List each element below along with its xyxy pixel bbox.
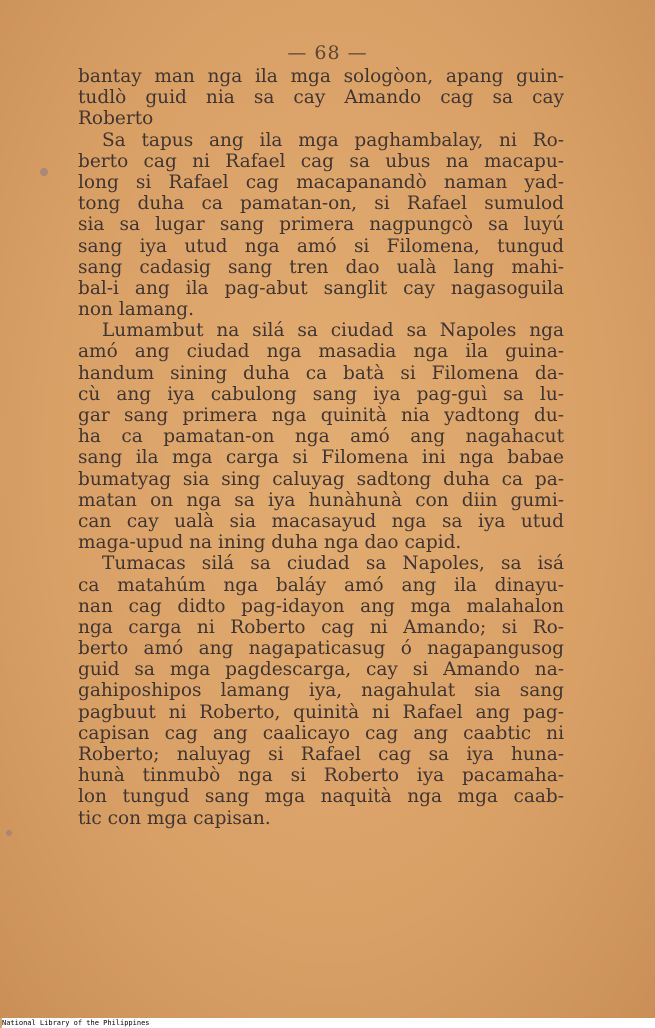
text-line: Tumacas silá sa ciudad sa Napoles, sa isá bbox=[102, 553, 564, 575]
text-line: Lumambut na silá sa ciudad sa Napoles nga bbox=[102, 320, 564, 342]
text-line: capisan cag ang caalicayo cag ang caabtic ni bbox=[78, 722, 564, 744]
ink-spot bbox=[6, 830, 12, 836]
text-line: non lamang. bbox=[78, 299, 195, 321]
text-line: long si Rafael cag macapanandò naman yad- bbox=[78, 171, 564, 193]
text-line: guid sa mga pagdescarga, cay si Amando na- bbox=[78, 659, 564, 681]
text-line: cù ang iya cabulong sang iya pag-guì sa lu- bbox=[78, 383, 564, 405]
text-line: ha ca pamatan-on nga amó ang nagahacut bbox=[78, 426, 564, 448]
text-line: berto amó ang nagapaticasug ó nagapangusog bbox=[78, 638, 564, 660]
text-line: matan on nga sa iya hunàhunà con diin gumi- bbox=[78, 489, 564, 511]
library-footer: National Library of the Philippines bbox=[2, 1018, 655, 1028]
text-line: gahiposhipos lamang iya, nagahulat sia sang bbox=[78, 680, 564, 702]
text-line: sia sa lugar sang primera nagpungcò sa luyú bbox=[78, 214, 564, 236]
text-line: maga-upud na ining duha nga dao capid. bbox=[78, 532, 462, 554]
text-line: tong duha ca pamatan-on, si Rafael sumulod bbox=[78, 193, 564, 215]
text-line: nan cag didto pag-idayon ang mga malahalon bbox=[78, 595, 564, 617]
text-line: sang ila mga carga si Filomena ini nga babae bbox=[78, 447, 564, 469]
text-line: handum sining duha ca batà si Filomena da- bbox=[78, 362, 564, 384]
text-line: amó ang ciudad nga masadia nga ila guina- bbox=[78, 341, 564, 363]
text-line: gar sang primera nga quinità nia yadtong du- bbox=[78, 405, 564, 426]
page-body-text bbox=[78, 66, 564, 829]
text-line: ca matahúm nga baláy amó ang ila dinayu- bbox=[78, 574, 564, 596]
text-line: berto cag ni Rafael cag sa ubus na macapu- bbox=[78, 150, 564, 172]
text-line: Roberto bbox=[78, 108, 154, 130]
text-line: lon tungud sang mga naquità nga mga caab- bbox=[78, 786, 564, 808]
text-line: bantay man nga ila mga sologòon, apang guin- bbox=[78, 66, 564, 87]
text-line: sang cadasig sang tren dao ualà lang mahi- bbox=[78, 256, 564, 278]
text-line: pagbuut ni Roberto, quinità ni Rafael ang pag- bbox=[78, 701, 564, 723]
text-line: Roberto; naluyag si Rafael cag sa iya huna- bbox=[78, 744, 564, 765]
text-line: bal-i ang ila pag-abut sanglit cay nagasoguila bbox=[78, 277, 564, 299]
text-line: tic con mga capisan. bbox=[78, 807, 271, 829]
text-line: hunà tinmubò nga si Roberto iya pacamaha- bbox=[78, 765, 564, 787]
text-line: sang iya utud nga amó si Filomena, tungud bbox=[78, 235, 564, 257]
text-line: bumatyag sia sing caluyag sadtong duha ca pa- bbox=[78, 468, 564, 490]
text-line: tudlò guid nia sa cay Amando cag sa cay bbox=[78, 87, 564, 109]
ink-spot bbox=[40, 168, 48, 176]
text-line: nga carga ni Roberto cag ni Amando; si Ro- bbox=[78, 616, 564, 638]
page-number: — 68 — bbox=[287, 42, 368, 64]
text-line: Sa tapus ang ila mga paghambalay, ni Ro- bbox=[102, 129, 564, 151]
text-line: can cay ualà sia macasayud nga sa iya utud bbox=[78, 510, 564, 532]
